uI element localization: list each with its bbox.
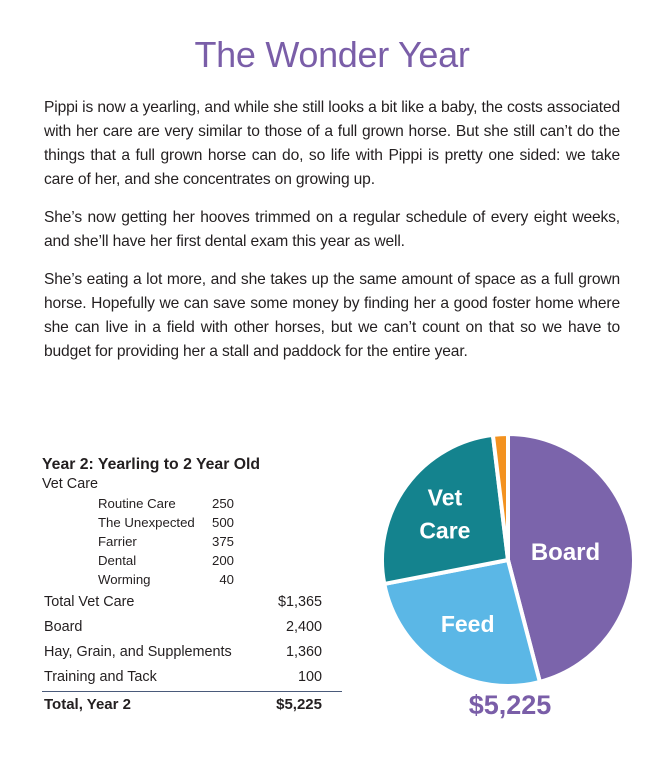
budget-table xyxy=(42,455,344,718)
vet-item-row xyxy=(42,513,344,532)
paragraph-intro: Pippi is now a yearling, and while she still looks a bit like a baby, the costs associated with her care are very similar to those of a full grown horse. But she still can’t do the things that a full grown horse can do, so life with Pippi is pretty one sided: we take care of her, and she concentrates on growing up. xyxy=(44,99,620,188)
vet-item-value: 250 xyxy=(211,496,234,511)
vet-item-row xyxy=(42,494,344,513)
vet-item-label: Routine Care xyxy=(98,496,176,511)
vet-item-label: The Unexpected xyxy=(98,515,195,530)
budget-row-label: Training and Tack xyxy=(44,669,157,685)
pie-slice-label: Board xyxy=(530,539,601,567)
vet-item-value: 40 xyxy=(219,572,234,587)
page-title: The Wonder Year xyxy=(194,34,470,75)
paragraph-hooves: She’s now getting her hooves trimmed on a regular schedule of every eight weeks, and she’ll have her first dental exam this year as well. xyxy=(44,209,620,250)
pie-slice-label: Feed xyxy=(440,611,495,637)
budget-row-value: 2,400 xyxy=(285,619,322,635)
pie-chart xyxy=(370,430,642,690)
vet-item-row xyxy=(42,570,344,589)
budget-total-row xyxy=(42,692,344,718)
pie-slice-label: Vet xyxy=(427,484,463,511)
budget-row-label: Total Vet Care xyxy=(44,594,135,610)
budget-row xyxy=(42,640,344,665)
budget-row-value: 1,360 xyxy=(285,644,322,660)
pie-slice-label: Care xyxy=(419,517,471,544)
budget-total-label: Total, Year 2 xyxy=(44,696,131,713)
vet-item-label: Farrier xyxy=(98,534,137,549)
vet-item-label: Worming xyxy=(98,572,151,587)
budget-row-label: Board xyxy=(44,619,83,635)
vet-item-row xyxy=(42,551,344,570)
vet-item-row xyxy=(42,532,344,551)
budget-row xyxy=(42,665,344,690)
vet-item-value: 375 xyxy=(211,534,234,549)
vet-item-value: 200 xyxy=(211,553,234,568)
budget-row xyxy=(42,590,344,615)
vet-item-value: 500 xyxy=(211,515,234,530)
budget-row-value: $1,365 xyxy=(277,594,322,610)
vet-care-label: Vet Care xyxy=(42,476,98,492)
budget-total-value: $5,225 xyxy=(276,696,322,713)
budget-row-label: Hay, Grain, and Supplements xyxy=(44,644,232,660)
budget-row-value: 100 xyxy=(297,669,322,685)
budget-heading: Year 2: Yearling to 2 Year Old xyxy=(42,456,261,473)
pie-chart-svg xyxy=(370,430,642,690)
paragraph-feeding: She’s eating a lot more, and she takes up the same amount of space as a full grown horse. Hopefully we can save some money by finding her a good foster home where she can live in a field with other horses, but we can’t count on that so we have to budget for providing her a stall and paddock for the entire year. xyxy=(44,271,620,360)
pie-total-label: $5,225 xyxy=(468,690,552,720)
vet-item-label: Dental xyxy=(98,553,137,568)
budget-row xyxy=(42,615,344,640)
